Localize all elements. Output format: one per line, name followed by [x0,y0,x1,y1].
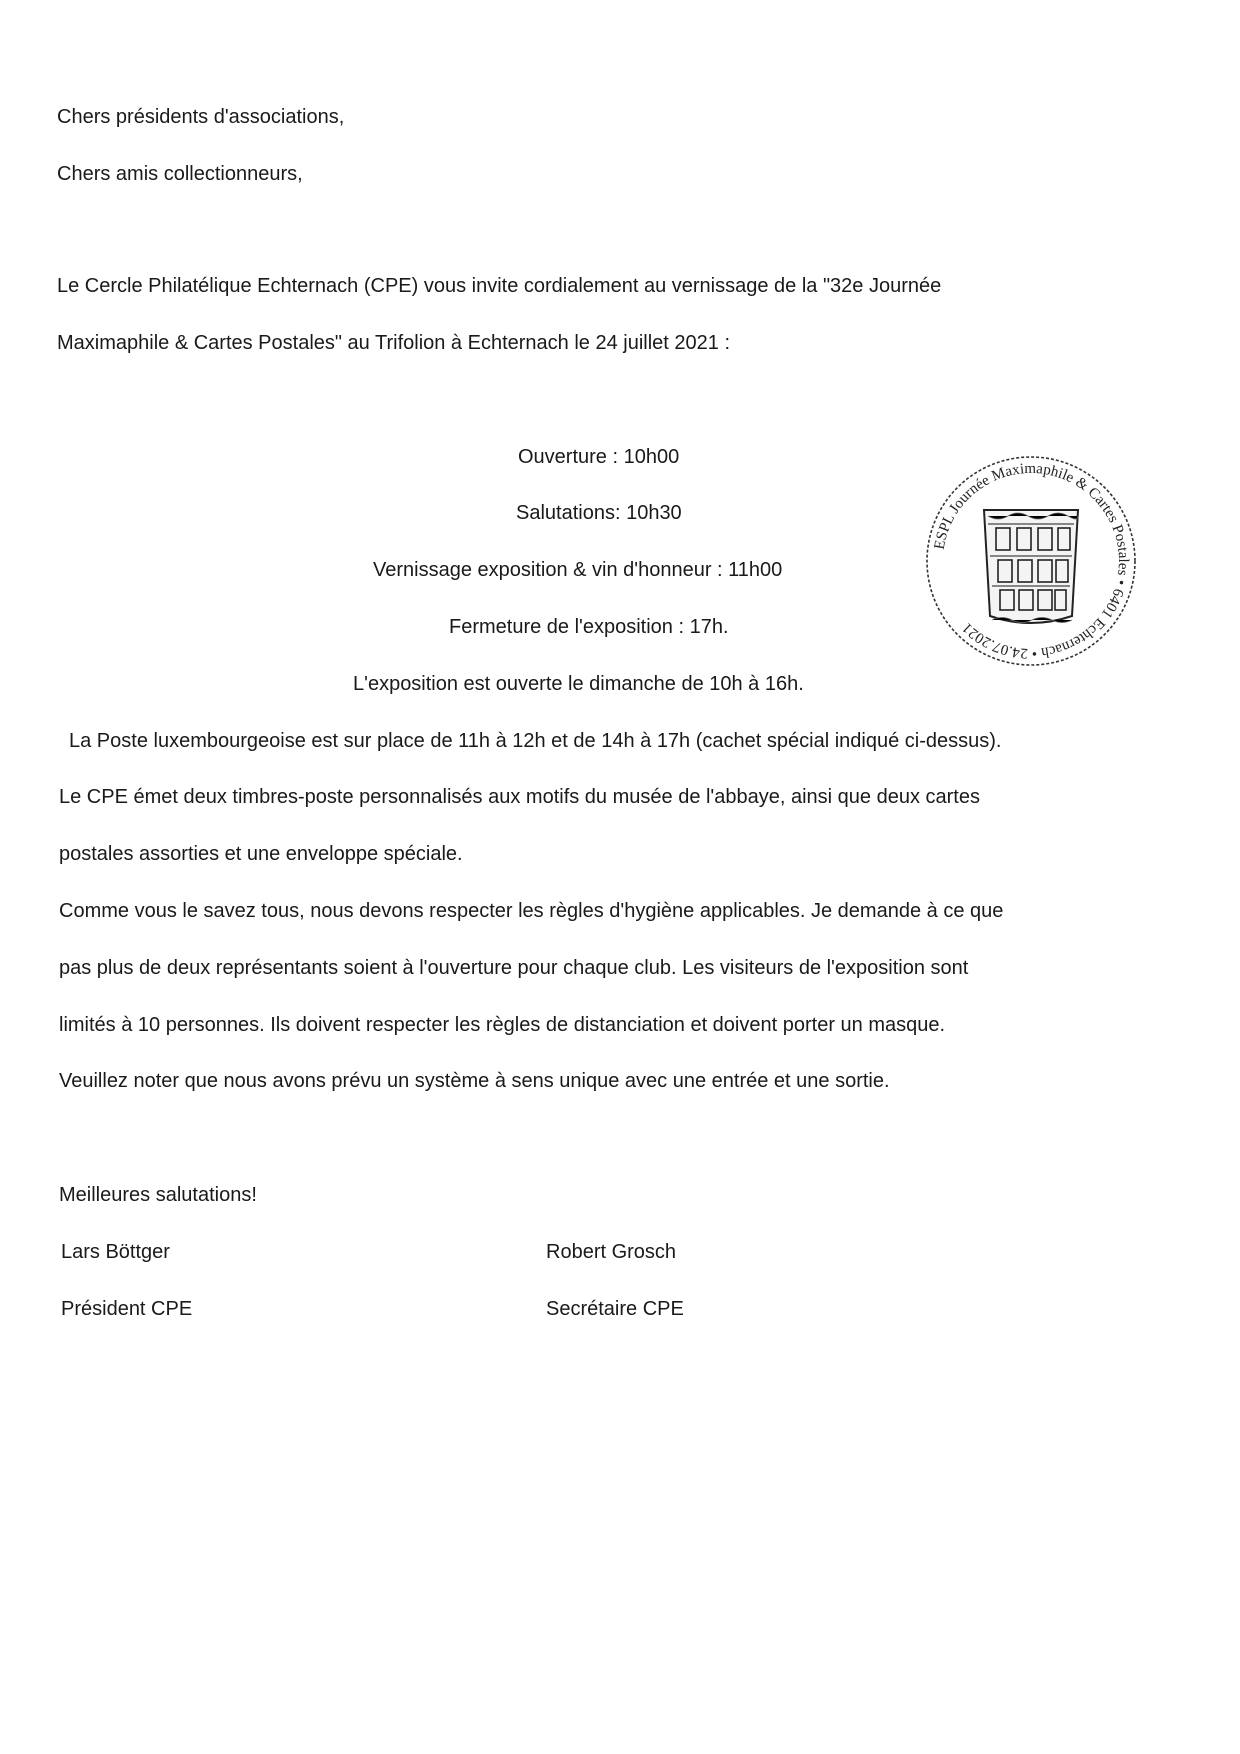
schedule-closing: Fermeture de l'exposition : 17h. [449,616,729,638]
schedule-opening: Ouverture : 10h00 [518,446,680,468]
hygiene-line-3: limités à 10 personnes. Ils doivent respecter les règles de distanciation et doivent porter un masque. [59,1014,946,1036]
pillar-emblem-icon [984,510,1078,623]
closing-greeting: Meilleures salutations! [59,1184,257,1206]
postmark-stamp [922,452,1140,670]
schedule-greetings: Salutations: 10h30 [516,502,682,524]
intro-line-1: Le Cercle Philatélique Echternach (CPE) vous invite cordialement au vernissage de la "32e Journée [57,275,942,297]
hygiene-line-4: Veuillez noter que nous avons prévu un système à sens unique avec une entrée et une sortie. [59,1070,890,1092]
hygiene-line-2: pas plus de deux représentants soient à l'ouverture pour chaque club. Les visiteurs de l'exposition sont [59,957,969,979]
signer-2-name: Robert Grosch [546,1241,677,1263]
schedule-sunday: L'exposition est ouverte le dimanche de 10h à 16h. [353,673,804,695]
stamps-line-2: postales assorties et une enveloppe spéciale. [59,843,463,865]
hygiene-line-1: Comme vous le savez tous, nous devons respecter les règles d'hygiène applicables. Je demande à ce que [59,900,1004,922]
signer-2-title: Secrétaire CPE [546,1298,684,1320]
salutation-line-2: Chers amis collectionneurs, [57,163,303,185]
postmark-ring-text: ESPL Journée Maximaphile & Cartes Postales • 6401 Echternach • 24.07.2021 [931,460,1132,662]
schedule-vernissage: Vernissage exposition & vin d'honneur : 11h00 [373,559,783,581]
intro-line-2: Maximaphile & Cartes Postales" au Trifolion à Echternach le 24 juillet 2021 : [57,332,731,354]
signer-1-title: Président CPE [61,1298,193,1320]
salutation-line-1: Chers présidents d'associations, [57,106,345,128]
stamps-line-1: Le CPE émet deux timbres-poste personnalisés aux motifs du musée de l'abbaye, ainsi que deux cartes [59,786,980,808]
poste-paragraph: La Poste luxembourgeoise est sur place de 11h à 12h et de 14h à 17h (cachet spécial indiqué ci-dessus). [69,730,1002,752]
signer-1-name: Lars Böttger [61,1241,170,1263]
